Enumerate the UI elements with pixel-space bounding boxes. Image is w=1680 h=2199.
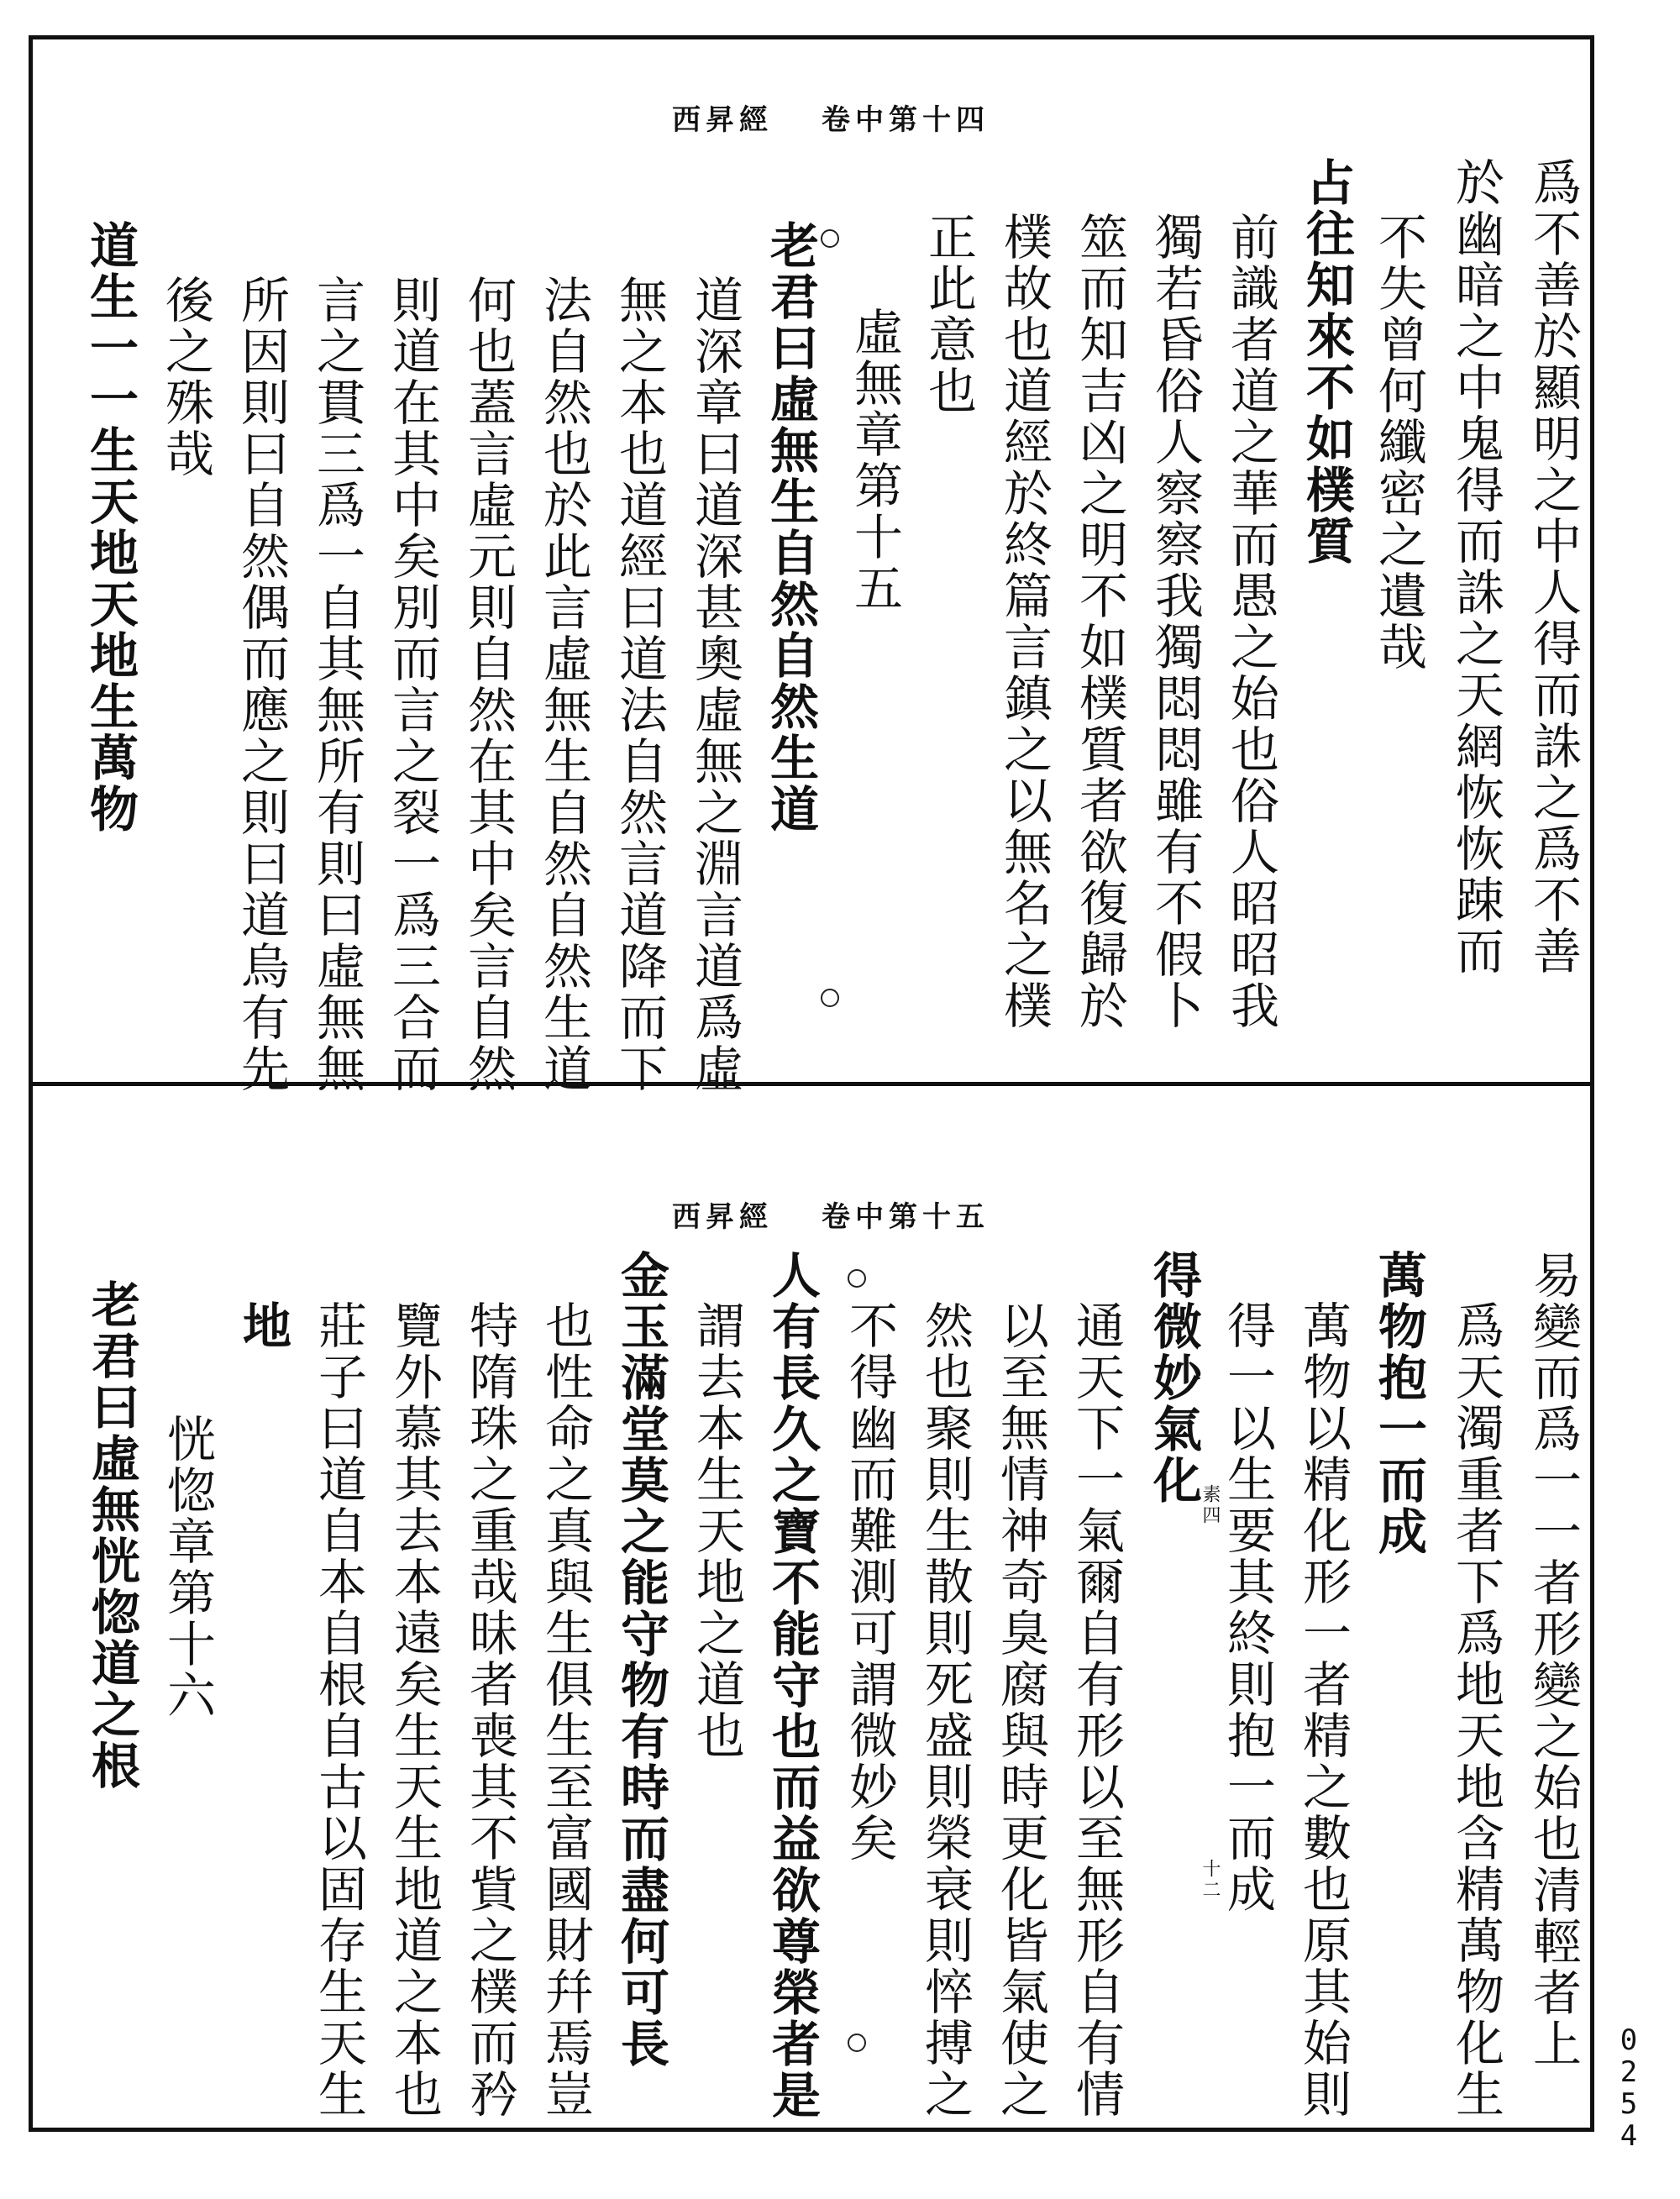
- chapter-heading: 虛無章第十五: [846, 307, 903, 614]
- header-title: 西昇經: [672, 103, 773, 137]
- text-column: 莊子曰道自本自根自古以固存生天生: [310, 1300, 367, 2120]
- text-column: 正此意也: [920, 212, 977, 417]
- text-column: 言之貫三爲一自其無所有則曰虛無無: [308, 275, 365, 1094]
- text-column: 以至無情神奇臭腐與時更化皆氣使之: [992, 1300, 1049, 2120]
- text-column: 通天下一氣爾自有形以至無形自有情: [1068, 1300, 1125, 2120]
- text-column: 筮而知吉凶之明不如樸質者欲復歸於: [1071, 212, 1128, 1031]
- bottom-running-header: [537, 1194, 1125, 1244]
- margin-mark: 十二: [1200, 1859, 1221, 1901]
- circle-marker: [848, 1269, 866, 1288]
- text-column: 地: [234, 1300, 291, 1351]
- top-running-header: [537, 97, 1125, 147]
- text-column: 樸故也道經於終篇言鎮之以無名之樸: [995, 212, 1053, 1031]
- text-column: 得一以生要其終則抱一而成: [1219, 1300, 1276, 1915]
- text-column: 則道在其中矣別而言之裂一爲三合而: [384, 275, 441, 1094]
- text-column: 於幽暗之中鬼得而誅之天網恢恢踈而: [1447, 157, 1504, 977]
- text-column: 萬物以精化形一者精之數也原其始則: [1294, 1300, 1352, 2120]
- circle-marker: [848, 2034, 866, 2052]
- text-column: 然也聚則生散則死盛則榮衰則悴搏之: [916, 1300, 974, 2120]
- text-column: 也性命之真與生俱生至富國財幷焉豈: [537, 1300, 594, 2120]
- text-column: 無之本也道經曰道法自然言道降而下: [611, 275, 668, 1094]
- text-column: 法自然也於此言虛無生自然自然生道: [535, 275, 592, 1094]
- text-column: 覽外慕其去本遠矣生天生地道之本也: [386, 1300, 443, 2120]
- text-column: 爲天濁重者下爲地天地含精萬物化生: [1447, 1300, 1504, 2120]
- text-column: 所因則曰自然偶而應之則曰道烏有先: [233, 275, 290, 1094]
- text-column: 道深章曰道深甚奧虛無之淵言道爲虛: [686, 275, 743, 1094]
- text-column: 爲不善於顯明之中人得而誅之爲不善: [1525, 157, 1582, 977]
- header-chapter: 卷中第十五: [822, 1200, 990, 1234]
- text-column: 不失曾何纖密之遺哉: [1370, 212, 1427, 673]
- bottom-panel: [33, 1086, 1590, 2128]
- margin-mark: 素四: [1200, 1484, 1221, 1526]
- header-chapter: 卷中第十四: [822, 103, 990, 137]
- text-column: 老君曰虛無生自然自然生道: [762, 220, 819, 835]
- text-column: 道生一一生天地天地生萬物: [81, 220, 139, 835]
- text-column: 不得幽而難測可謂微妙矣: [841, 1300, 898, 1864]
- text-column: 獨若昏俗人察察我獨悶悶雖有不假卜: [1147, 212, 1204, 1031]
- circle-marker: [821, 229, 839, 248]
- text-column: 易變而爲一一者形變之始也清輕者上: [1525, 1250, 1582, 2070]
- text-column: 占往知來不如樸質: [1298, 157, 1355, 567]
- text-column: 得微妙氣化: [1145, 1250, 1202, 1506]
- text-column: 後之殊哉: [157, 275, 214, 480]
- top-panel: [33, 39, 1590, 1094]
- text-column: 萬物抱一而成: [1370, 1250, 1427, 1557]
- text-column: 金玉滿堂莫之能守物有時而盡何可長: [612, 1250, 669, 2070]
- text-column: 老君曰虛無恍惚道之根: [83, 1279, 140, 1792]
- circle-marker: [821, 989, 839, 1007]
- page-number: 0254: [1620, 2023, 1638, 2153]
- text-column: 人有長久之寶不能守也而益欲尊榮者是: [764, 1250, 821, 2121]
- text-column: 前識者道之華而愚之始也俗人昭昭我: [1222, 212, 1279, 1031]
- text-column: 何也蓋言虛元則自然在其中矣言自然: [459, 275, 517, 1094]
- text-column: 特隋珠之重哉昧者喪其不貲之樸而矜: [461, 1300, 518, 2120]
- text-column: 謂去本生天地之道也: [688, 1300, 745, 1761]
- chapter-heading: 恍惚章第十六: [159, 1414, 216, 1721]
- header-title: 西昇經: [672, 1200, 773, 1234]
